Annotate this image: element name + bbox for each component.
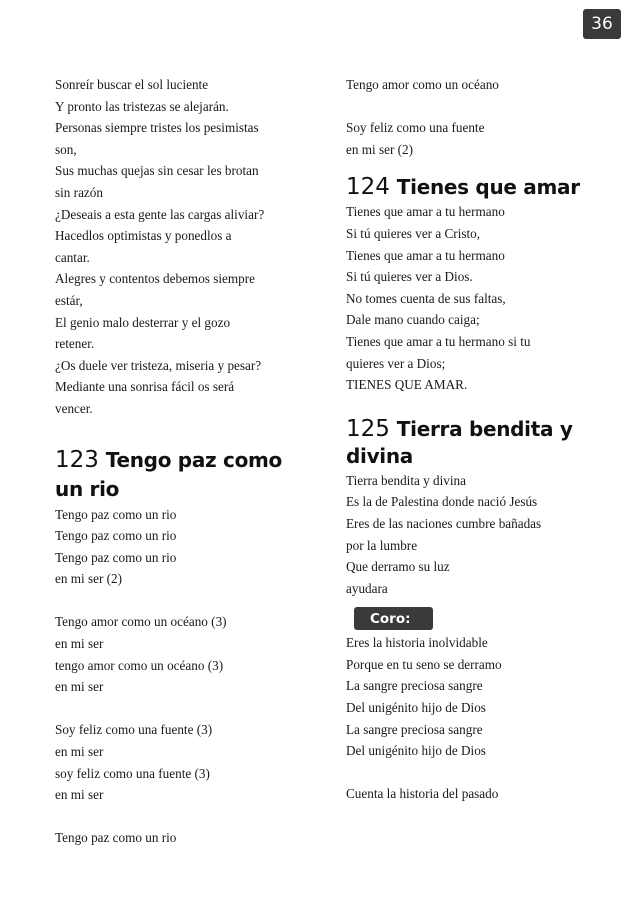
lyric-line: Tengo paz como un rio [55, 506, 177, 522]
page-number-badge: 36 [583, 9, 621, 39]
lyric-line: Que derramo su luz [346, 559, 450, 575]
lyric-line: en mi ser [55, 636, 104, 652]
stanza-break [55, 698, 295, 720]
lyric-line: Eres de las naciones cumbre bañadas [346, 515, 542, 531]
chorus-lyrics [346, 632, 591, 805]
lyric-line: Sus muchas quejas sin cesar les brotan [55, 163, 259, 179]
lyric-line: Mediante una sonrisa fácil os será [55, 379, 235, 395]
lyric-line: Soy feliz como una fuente [346, 120, 485, 136]
lyric-line: cantar. [55, 249, 90, 265]
lyric-line: Tierra bendita y divina [346, 472, 467, 488]
continued-lyrics [346, 74, 591, 160]
lyric-line: No tomes cuenta de sus faltas, [346, 290, 506, 306]
stanza-break [346, 762, 591, 784]
song-125-heading [346, 416, 576, 470]
lyric-line: en mi ser [55, 787, 104, 803]
song-124-heading [346, 174, 591, 201]
song-123-heading [55, 446, 285, 504]
lyric-line: TIENES QUE AMAR. [346, 377, 468, 393]
song-number: 123 [55, 446, 99, 473]
lyric-line: La sangre preciosa sangre [346, 721, 483, 737]
lyric-line: en mi ser [55, 679, 104, 695]
song-123-lyrics [55, 504, 295, 850]
song-number: 125 [346, 415, 390, 442]
lyric-line: Tengo amor como un océano (3) [55, 614, 227, 630]
right-column [346, 74, 591, 805]
lyric-line: Dale mano cuando caiga; [346, 312, 480, 328]
lyric-line: en mi ser (2) [346, 141, 414, 157]
lyric-line: estár, [55, 292, 83, 308]
lyric-line: Tienes que amar a tu hermano si tu [346, 333, 531, 349]
lyric-line: Si tú quieres ver a Dios. [346, 269, 473, 285]
lyric-line: Si tú quieres ver a Cristo, [346, 225, 481, 241]
lyric-line: Y pronto las tristezas se alejarán. [55, 98, 229, 114]
lyric-line: quieres ver a Dios; [346, 355, 446, 371]
song-125-lyrics [346, 470, 591, 600]
song-title: Tengo paz como un rio [55, 447, 282, 501]
lyric-line: Tengo paz como un rio [55, 528, 177, 544]
lyric-line: son, [55, 141, 77, 157]
left-column [55, 74, 295, 849]
lyric-line: Porque en tu seno se derramo [346, 656, 502, 672]
lyric-line: en mi ser [55, 744, 104, 760]
chorus-label: Coro: [354, 607, 433, 630]
stanza-break [55, 806, 295, 828]
lyric-line: Tengo paz como un rio [55, 830, 177, 846]
lyric-line: en mi ser (2) [55, 571, 123, 587]
lyric-line: Tienes que amar a tu hermano [346, 247, 505, 263]
song-124-lyrics [346, 201, 591, 395]
lyric-line: Del unigénito hijo de Dios [346, 743, 486, 759]
lyric-line: La sangre preciosa sangre [346, 678, 483, 694]
lyric-line: ¿Deseais a esta gente las cargas aliviar? [55, 206, 265, 222]
lyric-line: por la lumbre [346, 537, 418, 553]
lyric-line: sin razón [55, 184, 103, 200]
lyric-line: Eres la historia inolvidable [346, 635, 488, 651]
stanza-break [346, 96, 591, 118]
stanza-break [55, 590, 295, 612]
lyric-line: Alegres y contentos debemos siempre [55, 271, 255, 287]
lyric-line: Hacedlos optimistas y ponedlos a [55, 228, 232, 244]
lyric-line: Del unigénito hijo de Dios [346, 700, 486, 716]
lyric-line: Cuenta la historia del pasado [346, 786, 499, 802]
lyric-line: Personas siempre tristes los pesimistas [55, 120, 259, 136]
song-number: 124 [346, 174, 390, 201]
lyric-line: retener. [55, 336, 95, 352]
song-title: Tienes que amar [396, 175, 580, 200]
intro-verse [55, 74, 295, 420]
lyric-line: ¿Os duele ver tristeza, miseria y pesar? [55, 357, 262, 373]
lyric-line: soy feliz como una fuente (3) [55, 765, 210, 781]
lyric-line: Es la de Palestina donde nació Jesús [346, 494, 538, 510]
lyric-line: El genio malo desterrar y el gozo [55, 314, 231, 330]
song-title: Tierra bendita y divina [346, 416, 573, 468]
lyric-line: vencer. [55, 400, 93, 416]
lyric-line: Tengo amor como un océano [346, 77, 499, 92]
lyric-line: ayudara [346, 580, 388, 596]
lyric-line: Tengo paz como un rio [55, 549, 177, 565]
lyric-line: tengo amor como un océano (3) [55, 657, 224, 673]
lyric-line: Tienes que amar a tu hermano [346, 204, 505, 220]
lyric-line: Sonreír buscar el sol luciente [55, 77, 209, 92]
lyric-line: Soy feliz como una fuente (3) [55, 722, 213, 738]
